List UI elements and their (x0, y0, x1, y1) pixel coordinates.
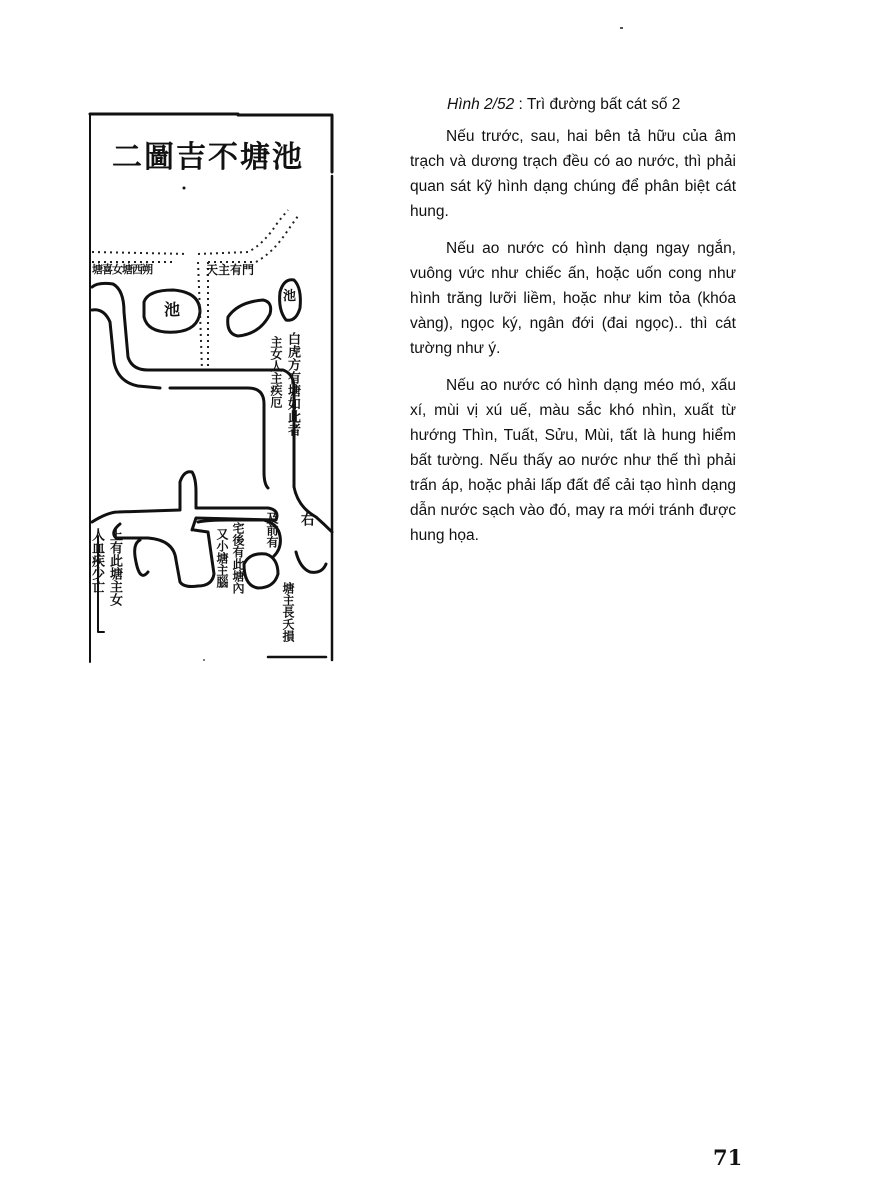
diagram-title-chinese: 二圖吉不塘池 (112, 140, 304, 175)
page-number: 71 (713, 1145, 743, 1170)
figure-title: Trì đường bất cát số 2 (526, 96, 681, 113)
label-right-column-2: 主女人主疾厄 (269, 336, 283, 408)
label-bottom-mid-2: 又小塘主腦 (215, 528, 229, 588)
label-bottom-left-2: 人血疾少亡 (89, 528, 104, 593)
paragraph-3: Nếu ao nước có hình dạng méo mó, xấu xí, mùi vị xú uế, màu sắc khó nhìn, xuất từ hướng Thìn, Tuất, Sửu, Mùi, tất là hung hiểm bất tường. Nếu thấy ao nước như thế thì phải trấn áp, hoặc phải lấp đất để cải tạo hình dạng dẫn nước sạch vào đó, may ra mới tránh được hung họa. (410, 377, 736, 544)
figure-number: Hình 2/52 (447, 96, 515, 113)
label-pond-right: 池 (283, 289, 297, 304)
label-top-left-row: 塘喜女塘西朔 (92, 263, 152, 276)
label-bottom-right-1: 及前有 (265, 512, 279, 548)
label-bottom-left-1: 上有此塘主女 (107, 528, 122, 606)
label-bottom-mid-1: 宅後有此塘內 (231, 522, 245, 594)
scan-speck (620, 27, 623, 29)
label-top-mid-row: 天主有門 (206, 263, 255, 277)
label-pond-left: 池 (164, 300, 181, 319)
label-bottom-right-2: 塘主長夭損 (281, 582, 295, 642)
figure-caption (447, 96, 680, 114)
label-right-column-1: 白虎方有塘如此者 (285, 332, 300, 436)
paragraph-1: Nếu trước, sau, hai bên tả hữu của âm trạch và dương trạch đều có ao nước, thì phải quan sát kỹ hình dạng chúng để phân biệt cát hung. (410, 128, 736, 220)
caption-separator: : (514, 96, 527, 113)
label-right-mark: 右 (299, 512, 315, 526)
paragraph-2: Nếu ao nước có hình dạng ngay ngắn, vuông vức như chiếc ấn, hoặc uốn cong như hình trăng lưỡi liềm, hoặc như kim tỏa (khóa vàng), ngọc ký, ngân đới (đai ngọc).. thì cát tường như ý. (410, 240, 736, 357)
pond-diagram-figure (88, 112, 334, 664)
